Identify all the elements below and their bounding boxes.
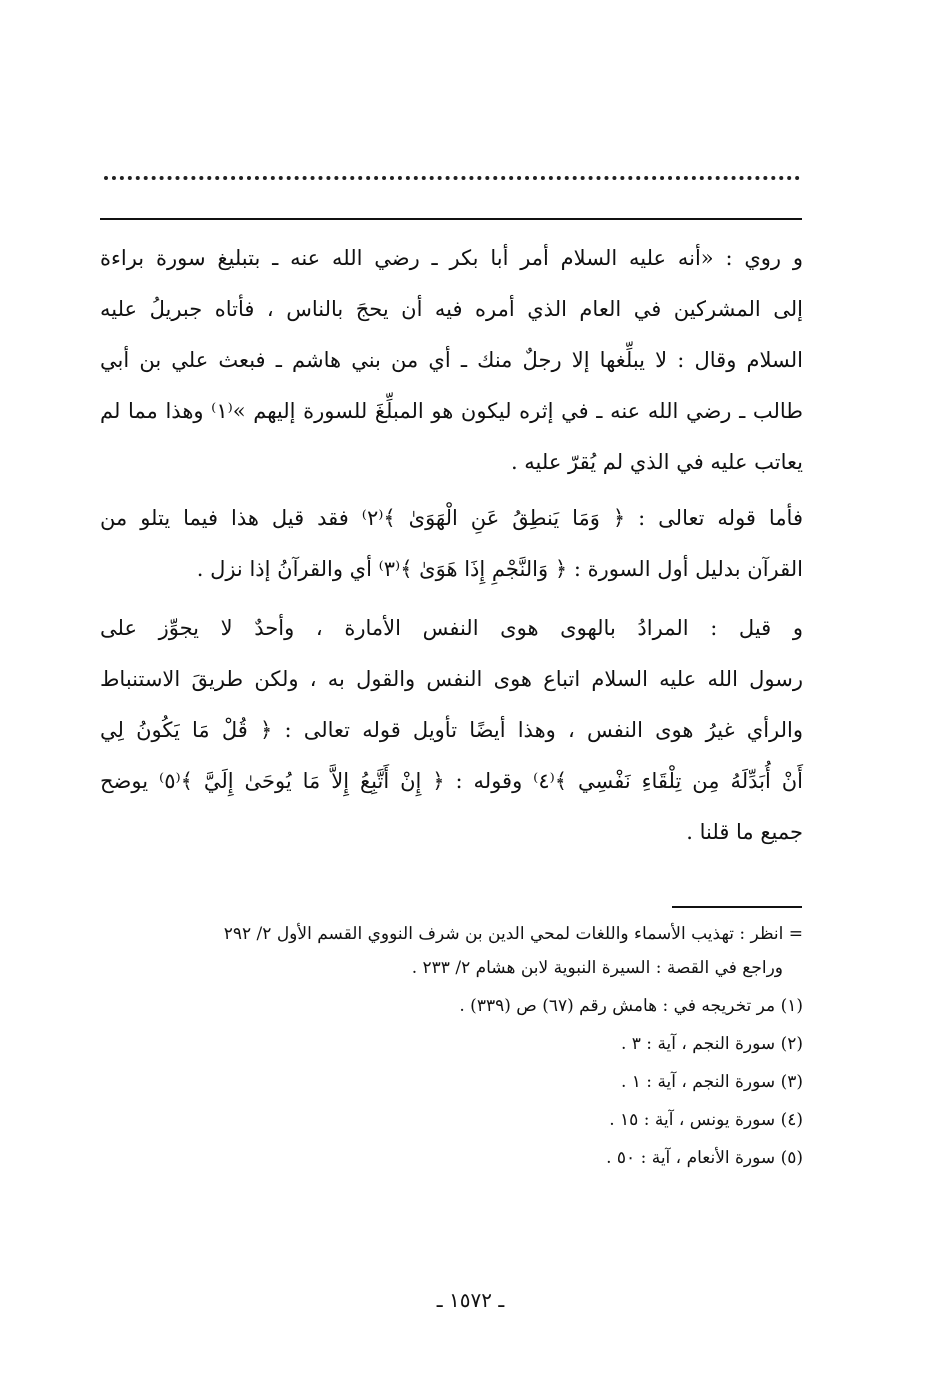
body-line: طالب ـ رضي الله عنه ـ في إثره ليكون هو المبلِّغَ للسورة إليهم »⁽١⁾ وهذا مما لم <box>100 399 804 423</box>
body-line: إلى المشركين في العام الذي أمره فيه أن يحجَ بالناس ، فأتاه جبريلُ عليه <box>100 297 803 321</box>
footnote-continuation: وراجع في القصة : السيرة النبوية لابن هشام ٢/ ٢٣٣ . <box>411 958 783 978</box>
body-line: و قيل : المرادُ بالهوى هوى النفس الأمارة ، وأحدٌ لا يجوِّز على <box>100 616 803 640</box>
footnote-1: (١) مر تخريجه في : هامش رقم (٦٧) ص (٣٣٩) . <box>459 996 803 1016</box>
body-line: يعاتب عليه في الذي لم يُقرّ عليه . <box>510 450 803 474</box>
body-line: جميع ما قلنا . <box>686 820 803 844</box>
body-line: رسول الله عليه السلام اتباع هوى النفس والقول به ، ولكن طريقَ الاستنباط <box>100 667 803 691</box>
footnote-4: (٤) سورة يونس ، آية : ١٥ . <box>609 1110 803 1130</box>
body-line: و روي : «أنه عليه السلام أمر أبا بكر ـ رضي الله عنه ـ بتبليغ سورة براءة <box>100 246 803 270</box>
body-line: أَنْ أُبَدِّلَهُ مِن تِلْقَاءِ نَفْسِي ﴾⁽٤⁾ وقوله : ﴿ إِنْ أَتَّبِعُ إِلاَّ مَا يُوحَىٰ إِلَيَّ ﴾⁽٥⁾ يوضح <box>100 769 803 793</box>
footnote-2: (٢) سورة النجم ، آية : ٣ . <box>620 1034 803 1054</box>
footnote-5: (٥) سورة الأنعام ، آية : ٥٠ . <box>606 1148 803 1168</box>
header-rule <box>100 218 802 220</box>
footnote-continuation: = انظر : تهذيب الأسماء واللغات لمحي الدين بن شرف النووي القسم الأول ٢/ ٢٩٢ <box>223 924 803 944</box>
body-line: السلام وقال : لا يبلِّغها إلا رجلٌ منك ـ أي من بني هاشم ـ فبعث علي بن أبي <box>100 348 803 372</box>
body-line: القرآن بدليل أول السورة : ﴿ وَالنَّجْمِ إِذَا هَوَىٰ ﴾⁽٣⁾ أي والقرآنُ إذا نزل . <box>196 557 803 581</box>
body-line: والرأي غيرُ هوى النفس ، وهذا أيضًا تأويل قوله تعالى : ﴿ قُلْ مَا يَكُونُ لِي <box>100 718 803 742</box>
body-line: فأما قوله تعالى : ﴿ وَمَا يَنطِقُ عَنِ الْهَوَىٰ ﴾⁽٢⁾ فقد قيل هذا فيما يتلو من <box>100 506 803 530</box>
footnote-3: (٣) سورة النجم ، آية : ١ . <box>620 1072 803 1092</box>
dotted-separator <box>104 168 800 180</box>
page-number: ـ ١٥٧٢ ـ <box>436 1288 505 1312</box>
footnote-rule <box>672 906 802 908</box>
